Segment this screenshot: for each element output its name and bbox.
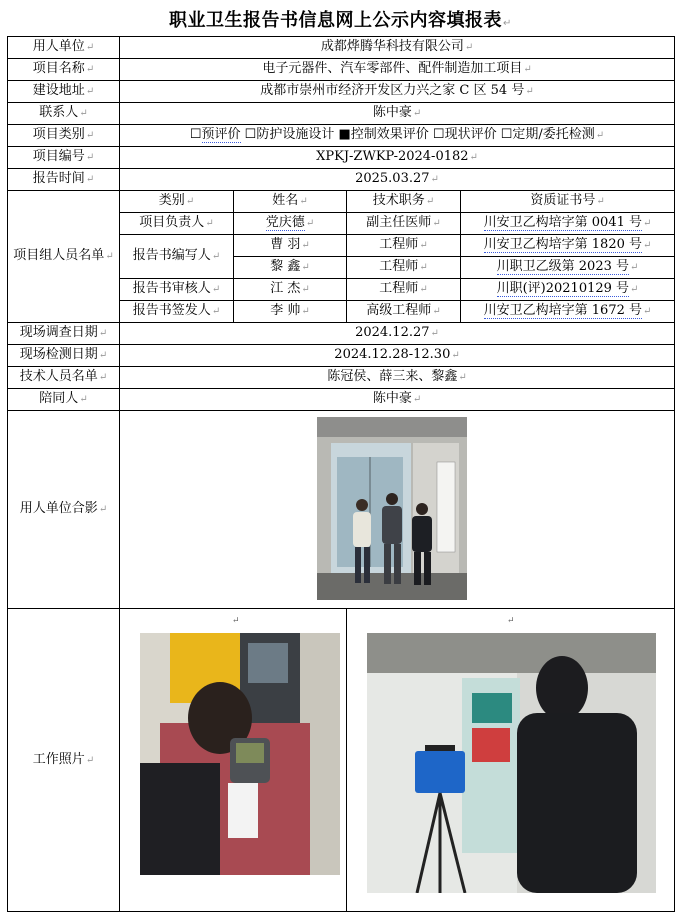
companion-label: 陪同人 (39, 391, 79, 406)
report-time-value: 2025.03.27 (355, 171, 430, 186)
project-name-label: 项目名称 (32, 61, 85, 76)
row-tech-staff: 技术人员名单↵ 陈冠侯、薛三来、黎鑫↵ (8, 367, 675, 389)
row-companion: 陪同人↵ 陈中豪↵ (8, 389, 675, 411)
row-project-type: 项目类别↵ ☐预评价 ☐防护设施设计 ■控制效果评价 ☐现状评价 ☐定期/委托检测↵ (8, 125, 675, 147)
info-form-table (7, 36, 675, 912)
row-contact: 联系人↵ 陈中豪↵ (8, 103, 675, 125)
group-photo (317, 417, 467, 600)
team-header-title: 技术职务 (372, 193, 425, 208)
checkbox-pre-eval[interactable]: ☐ (189, 127, 202, 142)
checkbox-control-effect[interactable]: ■ (338, 127, 351, 142)
survey-date-value: 2024.12.27 (355, 325, 430, 340)
checkbox-status-eval[interactable]: ☐ (432, 127, 445, 142)
row-work-photos: 工作照片↵ ↵ ↵ (8, 609, 675, 912)
row-report-time: 报告时间↵ 2025.03.27↵ (8, 169, 675, 191)
row-test-date: 现场检测日期↵ 2024.12.28-12.30↵ (8, 345, 675, 367)
team-row-signer: 报告书签发人↵ 李 帅↵ 高级工程师↵ 川安卫乙构培字第 1672 号↵ (8, 301, 675, 323)
checkbox-protection-design[interactable]: ☐ (244, 127, 257, 142)
option-protection-design: 防护设施设计 (256, 127, 335, 142)
team-header-category: 类别 (158, 193, 185, 208)
work-photos-label: 工作照片 (32, 751, 85, 767)
row-project-name: 项目名称↵ 电子元器件、汽车零部件、配件制造加工项目↵ (8, 59, 675, 81)
companion-value: 陈中豪 (372, 391, 412, 406)
project-type-label: 项目类别 (32, 127, 85, 142)
test-date-label: 现场检测日期 (19, 347, 98, 362)
team-label: 项目组人员名单 (13, 248, 105, 263)
row-project-no: 项目编号↵ XPKJ-ZWKP-2024-0182↵ (8, 147, 675, 169)
team-row-writer-2: 黎 鑫↵ 工程师↵ 川职卫乙级第 2023 号↵ (8, 257, 675, 279)
team-header-row: 项目组人员名单↵ 类别↵ 姓名↵ 技术职务↵ 资质证书号↵ (8, 191, 675, 213)
checkbox-periodic-test[interactable]: ☐ (500, 127, 513, 142)
project-no-value: XPKJ-ZWKP-2024-0182 (316, 149, 469, 164)
team-row-leader: 项目负责人↵ 党庆德↵ 副主任医师↵ 川安卫乙构培字第 0041 号↵ (8, 213, 675, 235)
employer-label: 用人单位 (32, 39, 85, 54)
employer-value: 成都烨腾华科技有限公司 (320, 39, 464, 54)
row-survey-date: 现场调查日期↵ 2024.12.27↵ (8, 323, 675, 345)
option-status-eval: 现状评价 (444, 127, 497, 142)
option-control-effect: 控制效果评价 (350, 127, 429, 142)
page-title: 职业卫生报告书信息网上公示内容填报表↵ (169, 10, 512, 31)
address-label: 建设地址 (32, 83, 85, 98)
group-photo-label: 用人单位合影 (19, 501, 98, 516)
team-header-name: 姓名 (272, 193, 299, 208)
tech-staff-value: 陈冠侯、薛三来、黎鑫 (327, 369, 458, 384)
contact-value: 陈中豪 (372, 105, 412, 120)
test-date-value: 2024.12.28-12.30 (334, 347, 451, 362)
project-type-options: ☐预评价 ☐防护设施设计 ■控制效果评价 ☐现状评价 ☐定期/委托检测↵ (120, 125, 675, 147)
report-time-label: 报告时间 (32, 171, 85, 186)
team-row-reviewer: 报告书审核人↵ 江 杰↵ 工程师↵ 川职(评)20210129 号↵ (8, 279, 675, 301)
project-name-value: 电子元器件、汽车零部件、配件制造加工项目 (262, 61, 523, 76)
contact-label: 联系人 (39, 105, 79, 120)
project-no-label: 项目编号 (32, 149, 85, 164)
work-photo-1 (140, 633, 340, 875)
row-address: 建设地址↵ 成都市崇州市经济开发区力兴之家 C 区 54 号↵ (8, 81, 675, 103)
option-periodic-test: 定期/委托检测 (512, 127, 595, 142)
row-group-photo: 用人单位合影↵ (8, 411, 675, 609)
row-employer: 用人单位↵ 成都烨腾华科技有限公司↵ (8, 37, 675, 59)
tech-staff-label: 技术人员名单 (19, 369, 98, 384)
team-row-writer-1: 报告书编写人↵ 曹 羽↵ 工程师↵ 川安卫乙构培字第 1820 号↵ (8, 235, 675, 257)
address-value: 成都市崇州市经济开发区力兴之家 C 区 54 号 (260, 83, 525, 98)
survey-date-label: 现场调查日期 (19, 325, 98, 340)
work-photo-2 (367, 633, 656, 893)
option-pre-eval: 预评价 (201, 127, 241, 142)
team-header-cert: 资质证书号 (530, 193, 596, 208)
